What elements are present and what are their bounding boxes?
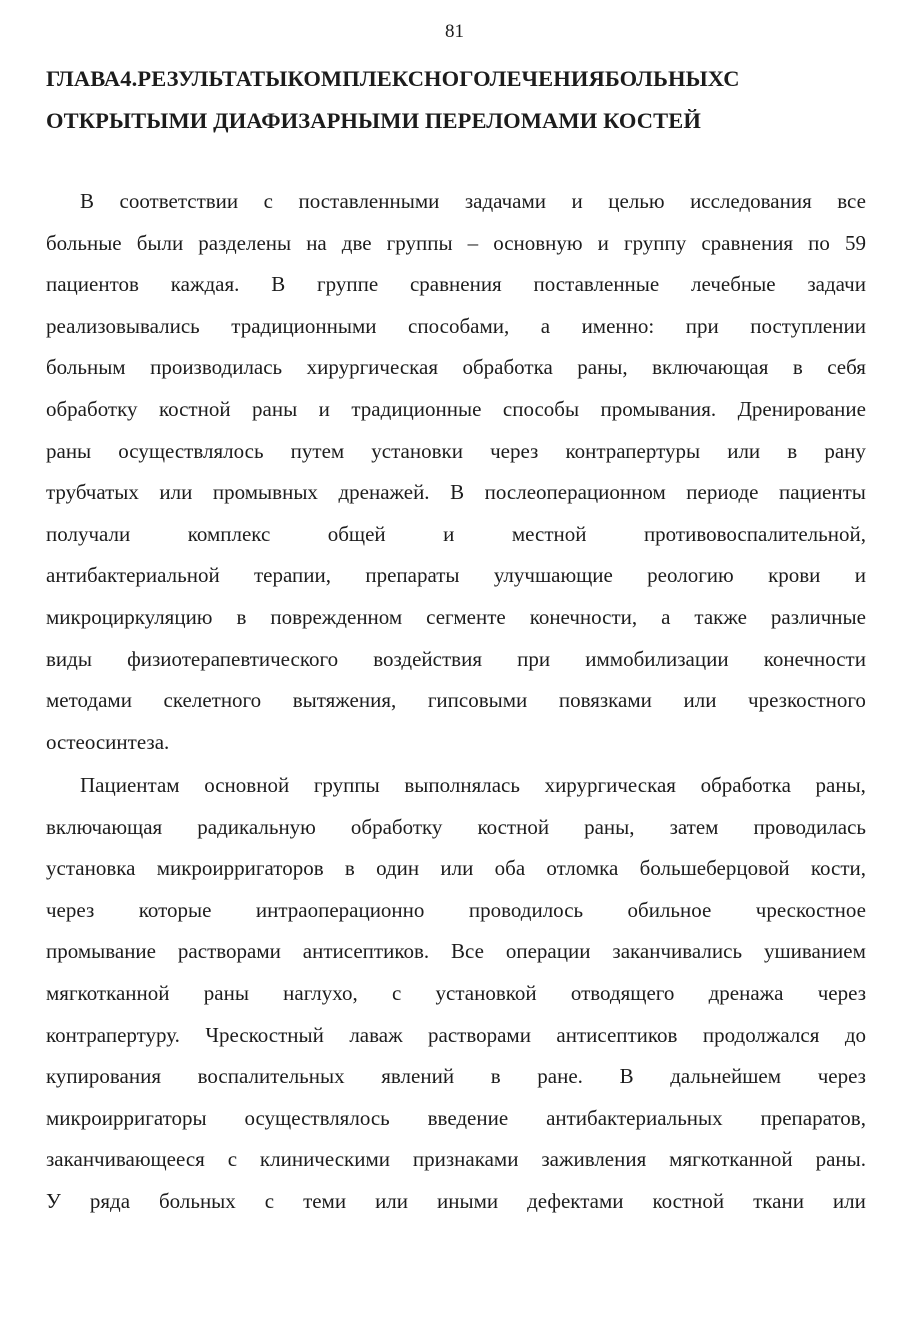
text-line: У ряда больных с теми или иными дефектами костной ткани или	[46, 1188, 866, 1213]
text-line: Пациентам основной группы выполнялась хирургическая обработка раны,	[80, 773, 866, 797]
text-line: купирования воспалительных явлений в ране. В дальнейшем через	[46, 1064, 866, 1089]
text-line: получали комплекс общей и местной противовоспалительной,	[46, 521, 866, 546]
text-line: виды физиотерапевтического воздействия при иммобилизации конечности	[46, 646, 866, 671]
text-line: антибактериальной терапии, препараты улучшающие реологию крови и	[46, 563, 866, 588]
paragraph	[46, 765, 866, 1223]
text-line: больные были разделены на две группы – основную и группу сравнения по 59	[46, 230, 866, 255]
text-line: установка микроирригаторов в один или оба отломка большеберцовой кости,	[46, 856, 866, 881]
chapter-title-line: ОТКРЫТЫМИ ДИАФИЗАРНЫМИ ПЕРЕЛОМАМИ КОСТЕЙ	[46, 108, 701, 133]
text-line: остеосинтеза.	[46, 729, 170, 754]
chapter-title	[46, 58, 866, 142]
text-line: обработку костной раны и традиционные способы промывания. Дренирование	[46, 396, 866, 421]
page-number: 81	[445, 21, 464, 42]
text-line: больным производилась хирургическая обработка раны, включающая в себя	[46, 355, 866, 380]
text-line: пациентов каждая. В группе сравнения поставленные лечебные задачи	[46, 272, 866, 297]
text-line: заканчивающееся с клиническими признаками заживления мягкотканной раны.	[46, 1147, 866, 1172]
text-line: микроциркуляцию в поврежденном сегменте конечности, а также различные	[46, 604, 866, 629]
text-line: промывание растворами антисептиков. Все операции заканчивались ушиванием	[46, 939, 866, 964]
text-line: через которые интраоперационно проводилось обильное чрескостное	[46, 897, 866, 922]
text-line: В соответствии с поставленными задачами и целью исследования все	[80, 189, 866, 213]
text-line: раны осуществлялось путем установки через контрапертуры или в рану	[46, 438, 866, 463]
text-line: методами скелетного вытяжения, гипсовыми повязками или чрезкостного	[46, 688, 866, 713]
text-line: микроирригаторы осуществлялось введение антибактериальных препаратов,	[46, 1105, 866, 1130]
text-line: мягкотканной раны наглухо, с установкой отводящего дренажа через	[46, 980, 866, 1005]
text-line: включающая радикальную обработку костной раны, затем проводилась	[46, 814, 866, 839]
paragraph	[46, 181, 866, 763]
text-line: реализовывались традиционными способами, а именно: при поступлении	[46, 313, 866, 338]
text-line: трубчатых или промывных дренажей. В послеоперационном периоде пациенты	[46, 480, 866, 505]
text-line: контрапертуру. Чрескостный лаваж растворами антисептиков продолжался до	[46, 1022, 866, 1047]
chapter-title-line: ГЛАВА4.РЕЗУЛЬТАТЫКОМПЛЕКСНОГОЛЕЧЕНИЯБОЛЬНЫХС	[46, 66, 740, 91]
